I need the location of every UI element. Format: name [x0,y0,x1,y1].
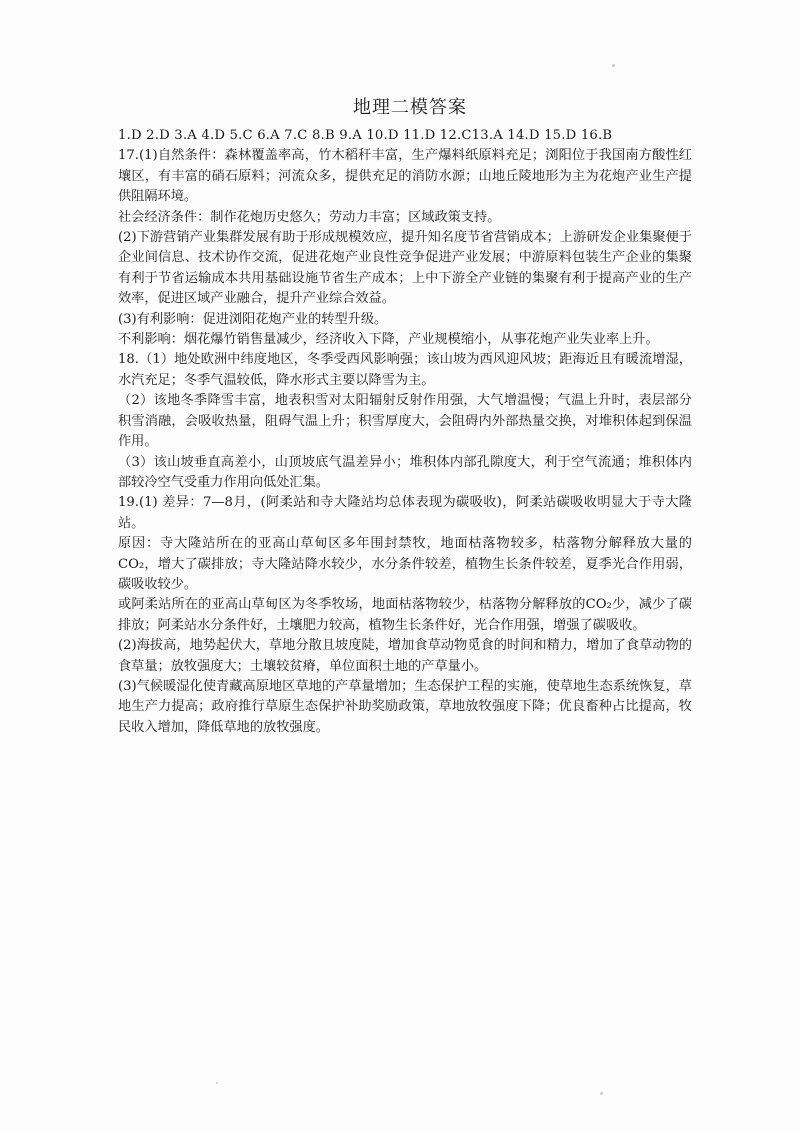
paragraph-19-1: 19.(1) 差异：7—8月，(阿柔站和寺大隆站均总体表现为碳吸收)，阿柔站碳吸收明显大于寺大隆站。 [118,495,692,531]
paragraph-19-2: (2)海拔高，地势起伏大，草地分散且坡度陡，增加食草动物觅食的时间和精力，增加了食草动物的食草量；放牧强度大；土壤较贫瘠，单位面积土地的产草量小。 [118,638,692,674]
paragraph-19-3: (3)气候暖湿化使青藏高原地区草地的产草量增加；生态保护工程的实施，使草地生态系统恢复，草地生产力提高；政府推行草原生态保护补助奖励政策，草地放牧强度下降；优良畜种占比提高，牧民收入增加，降低草地的放牧强度。 [118,678,692,735]
paragraph-17-3-positive: (3)有利影响：促进浏阳花炮产业的转型升级。 [118,311,388,327]
page-title: 地理二模答案 [353,97,467,118]
multiple-choice-answers: 1.D 2.D 3.A 4.D 5.C 6.A 7.C 8.B 9.A 10.D 11.D 12.C13.A 14.D 15.D 16.B [118,128,613,143]
paragraph-18-1: 18.（1）地处欧洲中纬度地区，冬季受西风影响强；该山坡为西风迎风坡；距海近且有暖流增湿，水汽充足；冬季气温较低，降水形式主要以降雪为主。 [118,352,692,388]
paragraph-17-2: (2)下游营销产业集群发展有助于形成规模效应，提升知名度节省营销成本；上游研发企业集聚便于企业间信息、技术协作交流，促进花炮产业良性竞争促进产业发展；中游原料包装生产企业的集聚有利于节省运输成本共用基础设施节省生产成本；上中下游全产业链的集聚有利于提高产业的生产效率，促进区域产业融合，提升产业综合效益。 [118,230,692,307]
answer-content [118,126,692,738]
paragraph-19-reason: 原因：寺大隆站所在的亚高山草甸区多年围封禁牧，地面枯落物较多，枯落物分解释放大量的CO₂，增大了碳排放；寺大隆站降水较少，水分条件较差，植物生长条件较差，夏季光合作用弱，碳吸收较少。 [118,536,692,592]
paragraph-17-social: 社会经济条件：制作花炮历史悠久；劳动力丰富；区域政策支持。 [118,209,501,225]
scan-speck [612,64,615,67]
paragraph-18-3: （3）该山坡垂直高差小，山顶坡底气温差异小；堆积体内部孔隙度大，利于空气流通；堆积体内部较冷空气受重力作用向低处汇集。 [118,454,692,490]
scan-speck [216,1082,218,1084]
paragraph-18-2: （2）该地冬季降雪丰富，地表积雪对太阳辐射反射作用强，大气增温慢；气温上升时，表层部分积雪消融，会吸收热量，阻碍气温上升；积雪厚度大，会阻碍内外部热量交换，对堆积体起到保温作用。 [118,393,692,450]
paragraph-17-3-negative: 不利影响：烟花爆竹销售量减少，经济收入下降，产业规模缩小，从事花炮产业失业率上升。 [118,332,659,348]
paragraph-17-1: 17.(1)自然条件：森林覆盖率高，竹木稻秆丰富，生产爆料纸原料充足；浏阳位于我国南方酸性红壤区，有丰富的硝石原料；河流众多，提供充足的消防水源；山地丘陵地形为主为花炮产业生产提供阻隔环境。 [118,148,692,205]
paragraph-19-alternative: 或阿柔站所在的亚高山草甸区为冬季牧场，地面枯落物较少，枯落物分解释放的CO₂少，减少了碳排放；阿柔站水分条件好，土壤肥力较高，植物生长条件好，光合作用强，增强了碳吸收。 [118,597,692,633]
scan-speck [600,1092,603,1095]
